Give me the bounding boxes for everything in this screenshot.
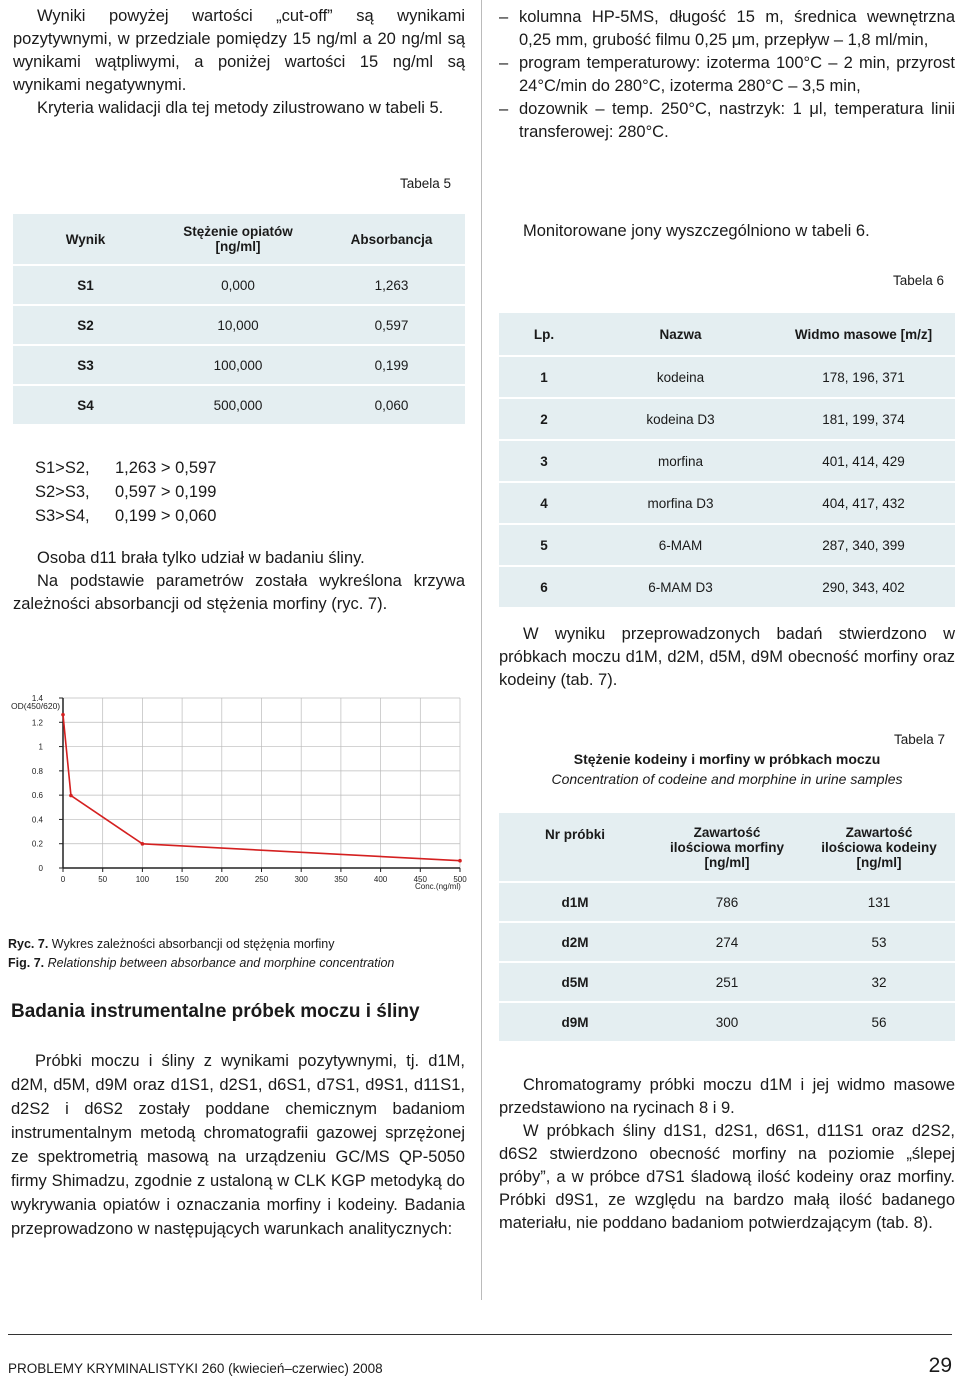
x-axis-label: Conc.(ng/ml) [415,882,461,891]
x-tick-label: 450 [413,875,427,884]
intro-paragraph-1: Wyniki powyżej wartości „cut-off” są wynikami pozytywnymi, w przedziale pomiędzy 15 ng/ml a 20 ng/ml są wynikami wątpliwymi, a poniżej wartości 15 ng/ml są wynikami negatywnymi. [13,7,465,94]
y-tick-label: 0.6 [31,791,43,801]
table7-cell: 53 [803,923,955,963]
comparison-pair: S2>S3, [35,483,90,501]
table6-header: Nazwa [589,313,772,357]
table6-row [499,483,955,525]
data-point [141,842,145,846]
table7-title-pl: Stężenie kodeiny i morfiny w próbkach moczu [573,751,881,767]
table5-row [13,386,465,426]
data-point [69,794,73,798]
table7-cell: 56 [803,1003,955,1043]
comparison-item [35,456,216,480]
chromatogram-paragraph: Chromatogramy próbki moczu d1M i jej widmo masowe przedstawiono na rycinach 8 i 9. [499,1076,955,1117]
table5-cell: 100,000 [158,346,318,386]
table7-cell: 300 [651,1003,803,1043]
table5-cell: 0,060 [318,386,465,426]
table6-row [499,567,955,609]
comparison-pair: S3>S4, [35,507,90,525]
monitored-ions-paragraph: Monitorowane jony wyszczególniono w tabeli 6. [523,222,870,240]
saliva-paragraph: W próbkach śliny d1S1, d2S1, d6S1, d11S1 oraz d2S2, d6S2 stwierdzono obecność morfiny na poziomie „ślepej próby”, a w próbce d7S1 śladową ilość kodeiny oraz morfiny. Próbki d9S1, ze względu na bardzo małą ilość badanego materiału, nie poddano badaniom potwierdzającym (tab. 8). [499,1122,955,1232]
table7-row [499,1003,955,1043]
section-heading: Badania instrumentalne próbek moczu i śliny [11,1001,420,1022]
left-intro [13,5,465,120]
table7-cell: 32 [803,963,955,1003]
table6-cell: 181, 199, 374 [772,399,955,441]
table7-cell: d5M [499,963,651,1003]
right-mid [499,220,955,243]
condition-item: – kolumna HP-5MS, długość 15 m, średnica wewnętrzna 0,25 mm, grubość filmu 0,25 μm, przepływ – 1,8 ml/min, [499,8,955,49]
table7-cell: 786 [651,883,803,923]
table7-cell: 251 [651,963,803,1003]
y-tick-label: 0.4 [31,815,43,825]
table5-header: Absorbancja [318,214,465,266]
comparison-item [35,504,216,528]
x-tick-label: 500 [453,875,467,884]
table5-row [13,306,465,346]
data-point [61,713,65,717]
x-tick-label: 300 [294,875,308,884]
table6-caption: Tabela 6 [893,273,945,288]
table5-cell: 500,000 [158,386,318,426]
data-point [458,859,462,863]
comparison-values: 0,199 > 0,060 [115,507,217,525]
table6-row [499,441,955,483]
table7-cell: d2M [499,923,651,963]
y-tick-label: 1 [38,742,43,752]
x-tick-label: 350 [334,875,348,884]
table5-cell: S3 [13,346,158,386]
section-body [11,1049,465,1241]
table6-row [499,357,955,399]
table6-cell: 401, 414, 429 [772,441,955,483]
table7-header: Zawartość ilościowa morfiny [ng/ml] [651,813,803,883]
table7-row [499,923,955,963]
table5-row [13,346,465,386]
table5-cell: 10,000 [158,306,318,346]
table7-header: Zawartość ilościowa kodeiny [ng/ml] [803,813,955,883]
table6-cell: 178, 196, 371 [772,357,955,399]
comparison-values: 0,597 > 0,199 [115,483,217,501]
comparison-list [35,456,216,528]
table6-row [499,399,955,441]
y-tick-label: 0.2 [31,839,43,849]
table7-row [499,883,955,923]
figure-label-pl: Ryc. 7. [8,937,49,951]
table-6 [499,313,955,609]
y-tick-label: 0.8 [31,766,43,776]
figure-caption [8,935,394,973]
figure-caption-pl: Wykres zależności absorbancji od stężęnia morfiny [51,937,335,951]
footer-rule [8,1334,952,1335]
table6-cell: morfina D3 [589,483,772,525]
table7-title-en: Concentration of codeine and morphine in urine samples [551,771,903,787]
table6-header: Widmo masowe [m/z] [772,313,955,357]
table6-cell: 287, 340, 399 [772,525,955,567]
table7-cell: 274 [651,923,803,963]
table5-header: Wynik [13,214,158,266]
table5-row [13,266,465,306]
figure-label-en: Fig. 7. [8,956,45,970]
table-7 [499,813,955,1043]
table7-row [499,963,955,1003]
section-paragraph: Próbki moczu i śliny z wynikami pozytywnymi, tj. d1M, d2M, d5M, d9M oraz d1S1, d2S1, d6S1, d7S1, d9S1, d11S1, d2S2 i d6S2 zostały poddane chemicznym badaniom instrumentalnym metodą chromatografii gazowej sprzężonej ze spektrometrią masową na urządzeniu GC/MS QP-5050 firmy Shimadzu, zgodnie z ustaloną w CLK KGP metodyką do wykrywania opiatów i oznaczania morfiny i kodeiny. Badania przeprowadzono w następujących warunkach analitycznych: [11,1052,465,1238]
condition-item: – dozownik – temp. 250°C, nastrzyk: 1 μl, temperatura linii transferowej: 280°C. [499,100,955,141]
intro-paragraph-2: Kryteria walidacji dla tej metody zilustrowano w tabeli 5. [37,99,444,117]
table7-cell: d9M [499,1003,651,1043]
table6-cell: morfina [589,441,772,483]
x-tick-label: 200 [215,875,229,884]
x-tick-label: 150 [175,875,189,884]
table7-cell: 131 [803,883,955,923]
table6-cell: 5 [499,525,589,567]
table6-cell: 6-MAM D3 [589,567,772,609]
x-tick-label: 0 [60,875,66,884]
right-end [499,1074,955,1235]
table6-cell: 1 [499,357,589,399]
mid-paragraph-2: Na podstawie parametrów została wykreślona krzywa zależności absorbancji od stężenia morfiny (ryc. 7). [13,572,465,613]
table5-cell: 1,263 [318,266,465,306]
table6-cell: kodeina [589,357,772,399]
table5-caption: Tabela 5 [400,176,452,191]
table6-cell: 3 [499,441,589,483]
table6-cell: 6 [499,567,589,609]
table6-header: Lp. [499,313,589,357]
table7-header: Nr próbki [499,813,651,883]
left-mid [13,547,465,616]
table6-cell: 6-MAM [589,525,772,567]
table5-cell: 0,000 [158,266,318,306]
figure-caption-en: Relationship between absorbance and morphine concentration [47,956,395,970]
table6-cell: 290, 343, 402 [772,567,955,609]
x-tick-label: 400 [373,875,388,884]
comparison-pair: S1>S2, [35,459,90,477]
condition-item: – program temperaturowy: izoterma 100°C – 2 min, przyrost 24°C/min do 280°C, izoterma 280°C – 3,5 min, [499,54,955,95]
comparison-values: 1,263 > 0,597 [115,459,217,477]
y-tick-label: 1.4 [31,694,43,703]
comparison-item [35,480,216,504]
table-5 [13,214,465,426]
table6-cell: 404, 417, 432 [772,483,955,525]
table7-caption: Tabela 7 [894,732,946,747]
table5-header: Stężenie opiatów [ng/ml] [158,214,318,266]
x-tick-label: 50 [98,875,108,884]
table6-cell: 2 [499,399,589,441]
page-number: 29 [928,1354,952,1377]
footer-journal: PROBLEMY KRYMINALISTYKI 260 (kwiecień–czerwiec) 2008 [8,1361,383,1376]
table6-cell: kodeina D3 [589,399,772,441]
column-divider [481,0,482,1300]
x-tick-label: 250 [254,875,269,884]
right-after-table6 [499,623,955,692]
mid-paragraph-1: Osoba d11 brała tylko udział w badaniu śliny. [37,549,365,567]
table7-cell: d1M [499,883,651,923]
table5-cell: S2 [13,306,158,346]
y-tick-label: 1.2 [31,718,43,728]
absorbance-chart [5,683,475,895]
results-paragraph: W wyniku przeprowadzonych badań stwierdzono w próbkach moczu d1M, d2M, d5M, d9M obecność morfiny oraz kodeiny (tab. 7). [499,625,955,689]
table5-cell: 0,199 [318,346,465,386]
table6-cell: 4 [499,483,589,525]
table5-cell: S1 [13,266,158,306]
y-axis-label: OD(450/620) [11,701,61,711]
conditions-list [499,6,955,144]
table5-cell: 0,597 [318,306,465,346]
table6-row [499,525,955,567]
y-tick-label: 0 [38,864,43,873]
x-tick-label: 100 [135,875,150,884]
table5-cell: S4 [13,386,158,426]
